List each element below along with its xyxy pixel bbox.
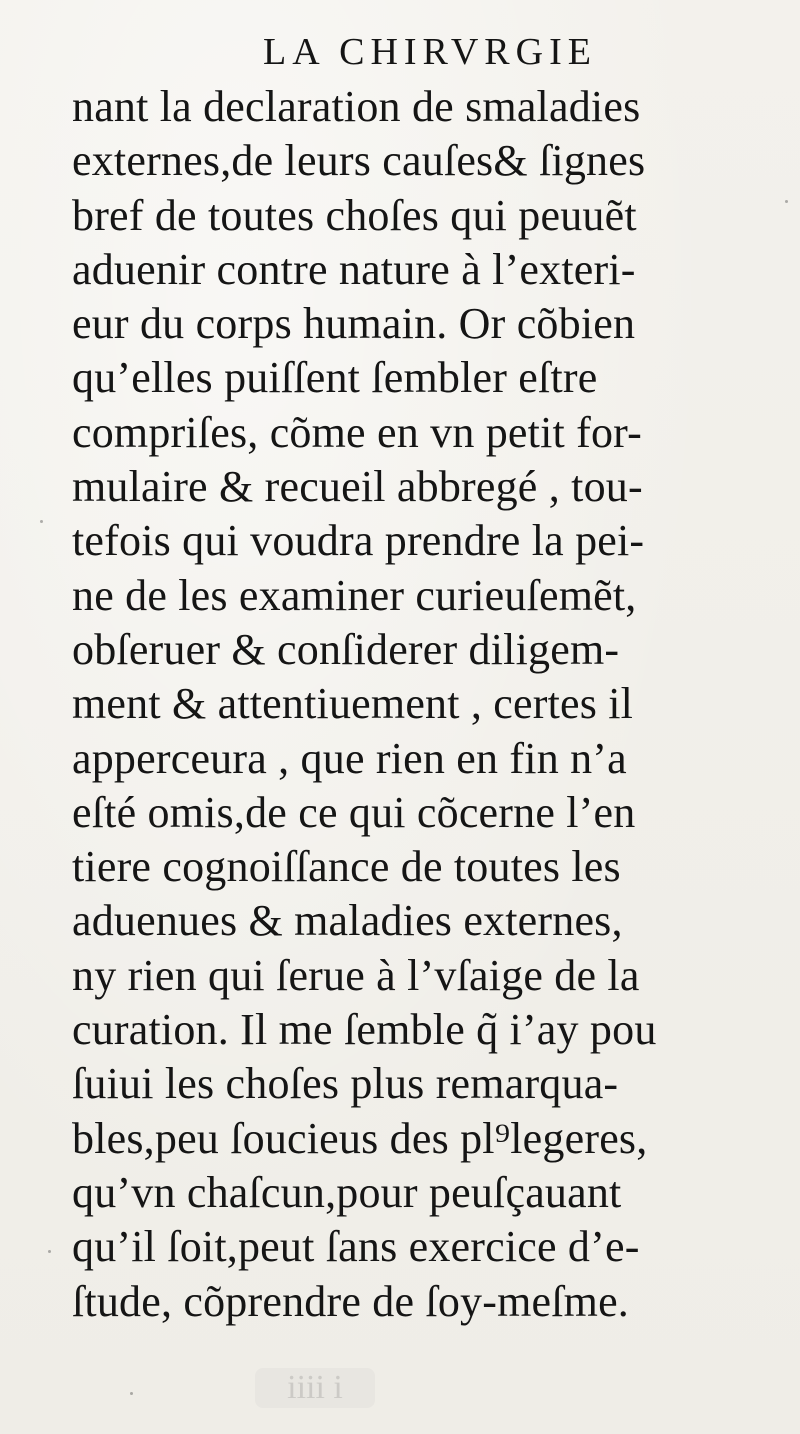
paper-speck <box>130 1392 133 1395</box>
text-line: ſtude, cõprendre de ſoy-meſme. <box>72 1276 630 1326</box>
text-line: ment & attentiuement , certes il <box>72 679 634 729</box>
text-line: compriſes, cõme en vn petit for- <box>72 407 642 457</box>
body-text <box>72 80 782 1329</box>
text-line: qu’il ſoit,peut ſans exercice d’e- <box>72 1222 640 1272</box>
text-line: mulaire & recueil abbregé , tou- <box>72 462 643 512</box>
text-line: qu’elles puiſſent ſembler eſtre <box>72 353 598 403</box>
paper-speck <box>785 200 788 203</box>
text-line: ne de les examiner curieuſemẽt, <box>72 570 637 620</box>
text-line: ny rien qui ſerue à l’vſaige de la <box>72 950 640 1000</box>
text-line: aduenues & maladies externes, <box>72 896 623 946</box>
text-line: apperceura , que rien en fin n’a <box>72 733 627 783</box>
text-line: eſté omis,de ce qui cõcerne l’en <box>72 787 636 837</box>
text-line: bref de toutes choſes qui peuuẽt <box>72 190 637 240</box>
text-line: curation. Il me ſemble q̃ i’ay pou <box>72 1005 657 1055</box>
text-line: tefois qui voudra prendre la pei- <box>72 516 645 566</box>
text-line: ſuiui les choſes plus remarqua- <box>72 1059 619 1109</box>
paper-speck <box>40 520 43 523</box>
text-line: externes,de leurs cauſes& ſignes <box>72 136 646 186</box>
text-line: tiere cognoiſſance de toutes les <box>72 842 621 892</box>
text-line: nant la declaration de smaladies <box>72 82 641 131</box>
text-line: eur du corps humain. Or cõbien <box>72 299 636 349</box>
text-line: qu’vn chaſcun,pour peuſçauant <box>72 1167 622 1217</box>
text-line: bles,peu ſoucieus des pl⁹legeres, <box>72 1113 648 1163</box>
text-line: obſeruer & conſiderer diligem- <box>72 624 620 674</box>
text-line: aduenir contre nature à l’exteri- <box>72 244 636 294</box>
paper-speck <box>48 1250 51 1253</box>
running-head: LA CHIRVRGIE <box>263 31 597 73</box>
show-through-mark: iiii i <box>255 1368 375 1408</box>
